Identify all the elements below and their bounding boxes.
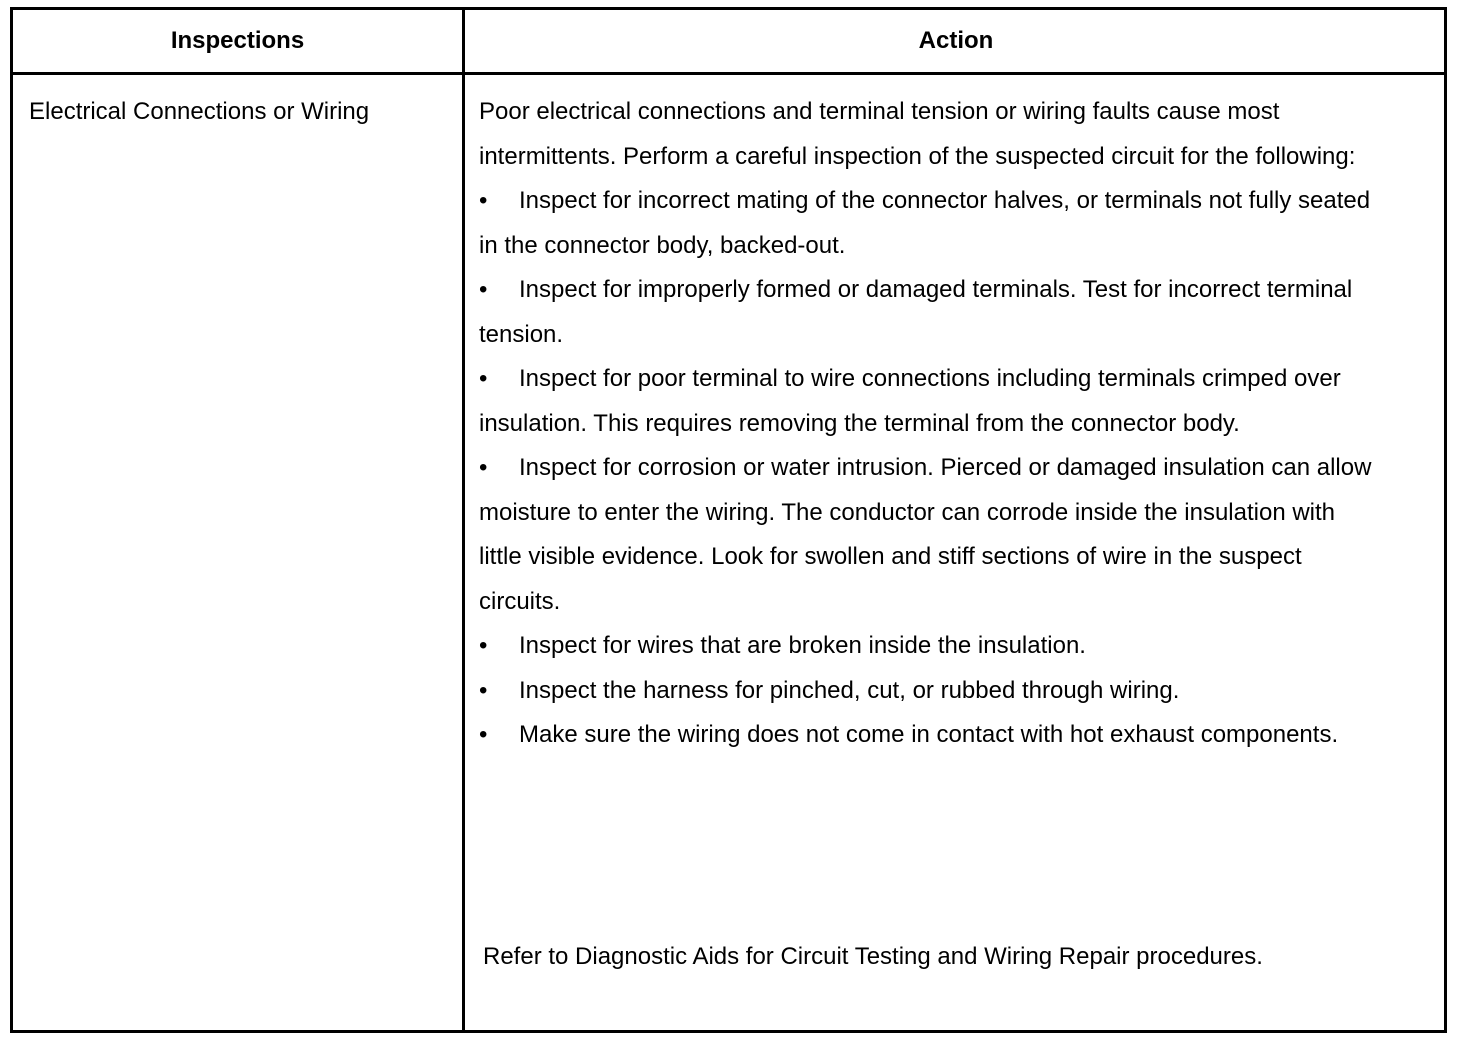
inspection-cell: Electrical Connections or Wiring bbox=[29, 98, 370, 125]
action-bullet: • Inspect for wires that are broken inside the insulation. bbox=[479, 624, 1379, 669]
action-bullet: • Inspect for improperly formed or damaged terminals. Test for incorrect terminal tension. bbox=[479, 268, 1379, 357]
column-divider bbox=[462, 10, 465, 1030]
bullet-icon: • bbox=[479, 454, 488, 481]
action-bullet: • Inspect for corrosion or water intrusion. Pierced or damaged insulation can allow moisture to enter the wiring. The conductor can corrode inside the insulation with little visible evidence. Look for swollen and stiff sections of wire in the suspect circuits. bbox=[479, 446, 1379, 624]
action-intro: Poor electrical connections and terminal tension or wiring faults cause most intermittents. Perform a careful inspection of the suspected circuit for the following: bbox=[479, 98, 1356, 170]
bullet-icon: • bbox=[479, 187, 488, 214]
action-cell bbox=[479, 90, 1379, 758]
bullet-icon: • bbox=[479, 365, 488, 392]
action-bullet: • Inspect the harness for pinched, cut, or rubbed through wiring. bbox=[479, 669, 1379, 714]
bullet-icon: • bbox=[479, 276, 488, 303]
refer-note: Refer to Diagnostic Aids for Circuit Testing and Wiring Repair procedures. bbox=[483, 943, 1263, 970]
bullet-icon: • bbox=[479, 721, 488, 748]
bullet-icon: • bbox=[479, 632, 488, 659]
action-bullet: • Inspect for poor terminal to wire connections including terminals crimped over insulation. This requires removing the terminal from the connector body. bbox=[479, 357, 1379, 446]
action-bullet: • Make sure the wiring does not come in contact with hot exhaust components. bbox=[479, 713, 1379, 758]
header-action: Action bbox=[918, 27, 994, 54]
header-inspections: Inspections bbox=[170, 27, 305, 54]
inspection-table bbox=[10, 7, 1447, 1033]
action-bullet: • Inspect for incorrect mating of the connector halves, or terminals not fully seated in the connector body, backed-out. bbox=[479, 179, 1379, 268]
header-divider bbox=[13, 72, 1444, 75]
bullet-icon: • bbox=[479, 676, 488, 704]
